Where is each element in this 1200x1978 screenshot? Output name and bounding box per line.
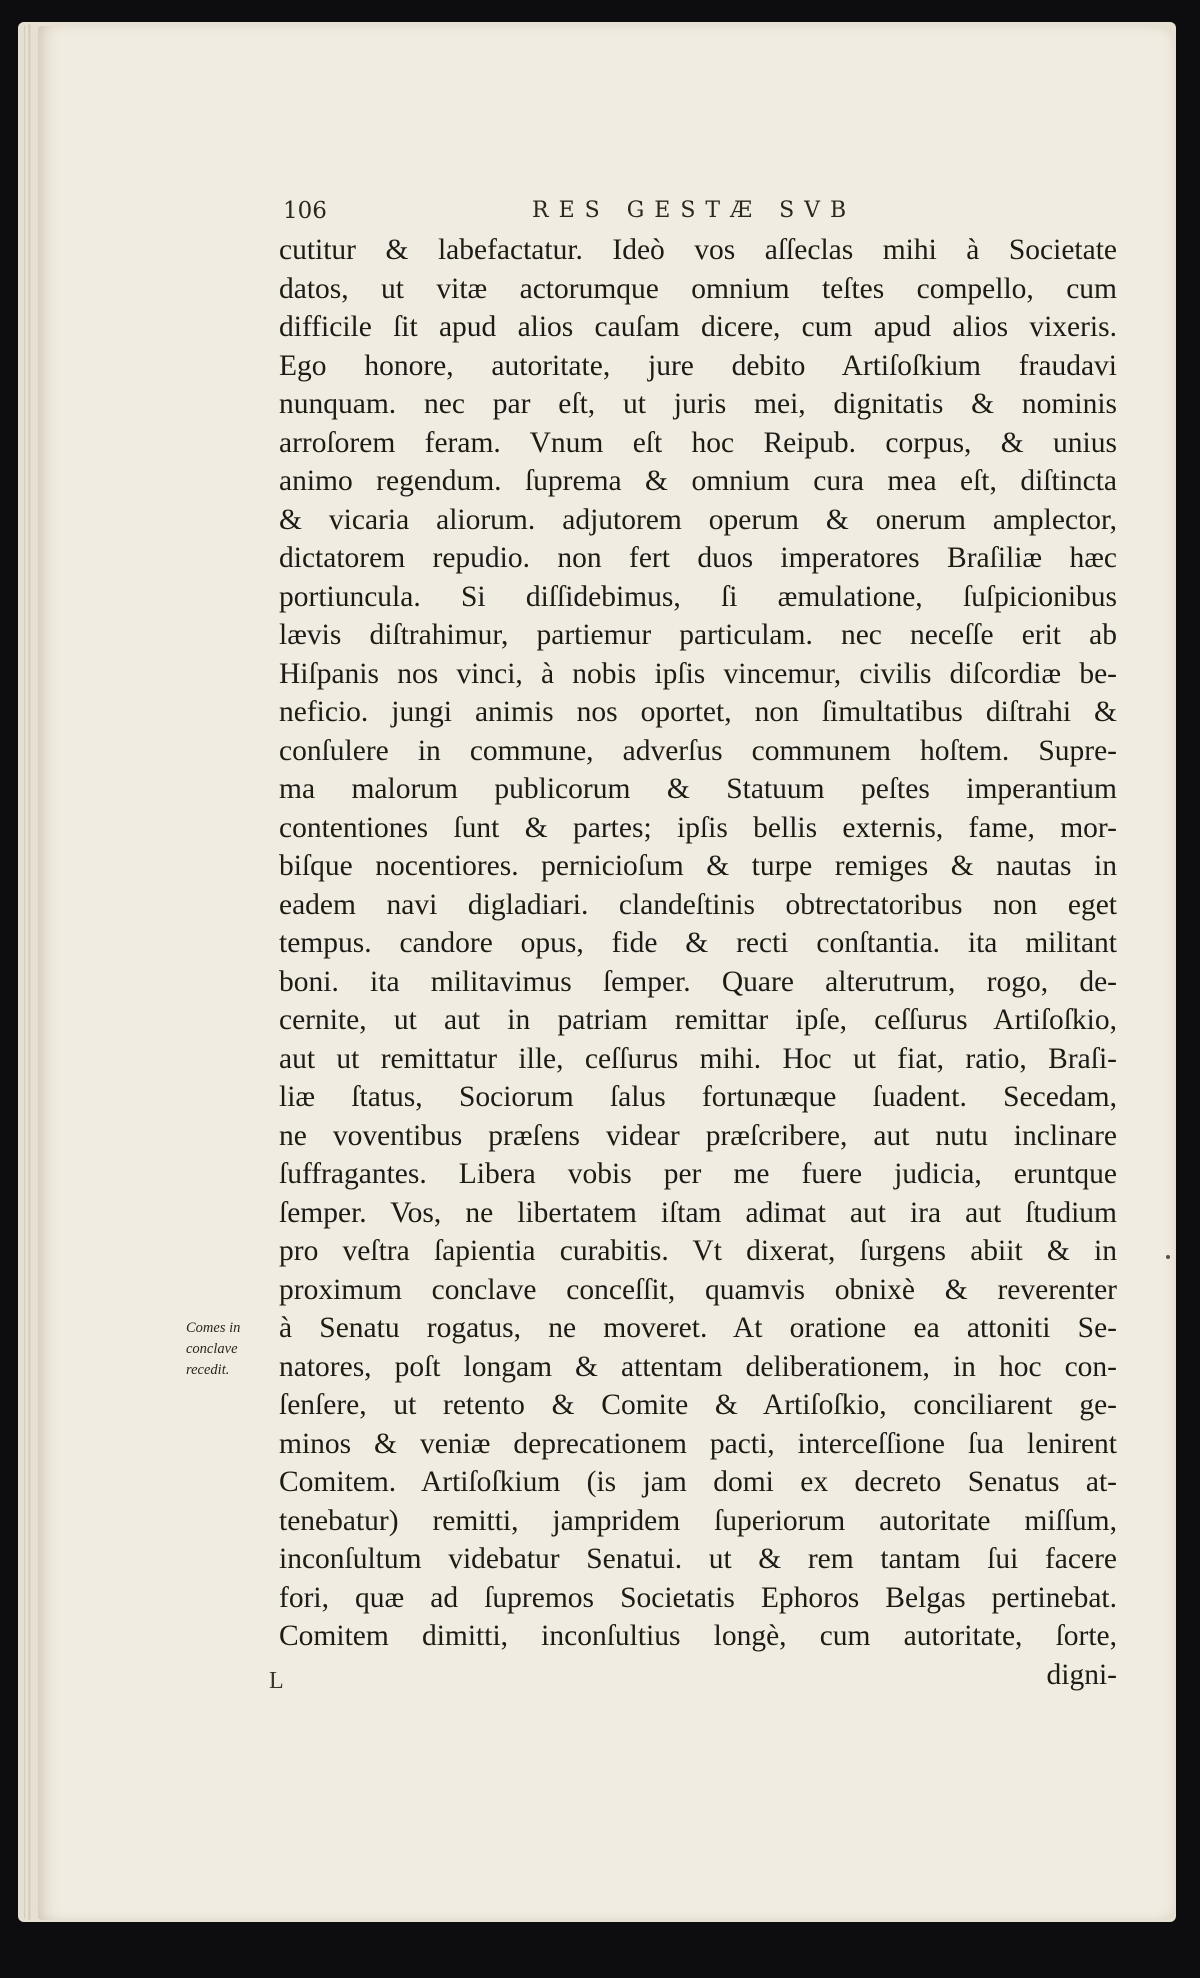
text-line: biſque nocentiores. pernicioſum & turpe remiges & nautas in [279,850,1117,882]
text-line: arroſorem feram. Vnum eſt hoc Reipub. corpus, & unius [279,426,1117,459]
text-line: contentiones ſunt & partes; ipſis bellis externis, fame, mor- [279,811,1117,844]
text-line: conſulere in commune, adverſus communem hoſtem. Supre- [279,734,1117,767]
page-edges [24,24,32,1920]
text-line: datos, ut vitæ actorumque omnium teſtes compello, cum [279,272,1117,305]
text-line: Hiſpanis nos vinci, à nobis ipſis vincemur, civilis diſcordiæ be- [279,657,1117,690]
text-line: ſemper. Vos, ne libertatem iſtam adimat aut ira aut ſtudium [279,1196,1117,1229]
text-line: Ego honore, autoritate, jure debito Artiſoſkium fraudavi [279,349,1117,382]
text-line: fori, quæ ad ſupremos Societatis Ephoros Belgas pertinebat. [279,1581,1117,1614]
signature-mark: L [269,1668,284,1694]
text-line: tempus. candore opus, fide & recti conſtantia. ita militant [279,927,1117,959]
text-line: ſenſere, ut retento & Comite & Artiſoſkio, conciliarent ge- [279,1389,1117,1421]
text-line: à Senatu rogatus, ne moveret. At oratione ea attoniti Se- [279,1312,1117,1344]
text-line: ma malorum publicorum & Statuum peſtes imperantium [279,773,1117,805]
text-line: dictatorem repudio. non fert duos imperatores Braſiliæ hæc [279,542,1117,574]
text-line: aut ut remittatur ille, ceſſurus mihi. Hoc ut fiat, ratio, Braſi- [279,1042,1117,1075]
text-line: Comitem. Artiſoſkium (is jam domi ex decreto Senatus at- [279,1466,1117,1498]
text-line: liæ ſtatus, Sociorum ſalus fortunæque ſuadent. Secedam, [279,1081,1117,1113]
text-line: inconſultum videbatur Senatui. ut & rem tantam ſui facere [279,1543,1117,1575]
text-line: proximum conclave conceſſit, quamvis obnixè & reverenter [279,1273,1117,1306]
marginal-note [186,1318,266,1381]
text-line: portiuncula. Si diſſidebimus, ſi æmulatione, ſuſpicionibus [279,580,1117,613]
text-line: cernite, ut aut in patriam remittar ipſe, ceſſurus Artiſoſkio, [279,1004,1117,1036]
text-line: nunquam. nec par eſt, ut juris mei, dignitatis & nominis [279,388,1117,420]
text-line: cutitur & labefactatur. Ideò vos aſſeclas mihi à Societate [279,234,1117,266]
text-line: natores, poſt longam & attentam deliberationem, in hoc con- [279,1350,1117,1383]
text-line: lævis diſtrahimur, partiemur particulam. nec neceſſe erit ab [279,619,1117,651]
running-head: RES GESTÆ SVB [532,198,857,223]
text-line: animo regendum. ſuprema & omnium cura mea eſt, diſtincta [279,465,1117,497]
main-text-block [279,231,1117,1694]
text-line: ne voventibus præſens videar præſcribere, aut nutu inclinare [279,1119,1117,1152]
text-line: boni. ita militavimus ſemper. Quare alterutrum, rogo, de- [279,965,1117,998]
marginal-note-line: recedit. [186,1362,230,1378]
marginal-note-line: conclave [186,1341,238,1357]
catchword: digni- [1046,1658,1117,1691]
text-line: eadem navi digladiari. clandeſtinis obtrectatoribus non eget [279,888,1117,921]
marginal-note-line: Comes in [186,1320,241,1336]
text-line: ſuffragantes. Libera vobis per me fuere judicia, eruntque [279,1158,1117,1190]
text-line: & vicaria aliorum. adjutorem operum & onerum amplector, [279,503,1117,536]
text-line: difficile ſit apud alios cauſam dicere, cum apud alios vixeris. [279,311,1117,343]
text-line: minos & veniæ deprecationem pacti, interceſſione ſua lenirent [279,1427,1117,1460]
ink-dot [1166,1255,1170,1259]
text-line: pro veſtra ſapientia curabitis. Vt dixerat, ſurgens abiit & in [279,1235,1117,1267]
page-number: 106 [283,198,327,224]
text-line: tenebatur) remitti, jampridem ſuperiorum autoritate miſſum, [279,1504,1117,1537]
text-line: Comitem dimitti, inconſultius longè, cum autoritate, ſorte, [279,1620,1117,1652]
text-line: neficio. jungi animis nos oportet, non ſimultatibus diſtrahi & [279,696,1117,728]
